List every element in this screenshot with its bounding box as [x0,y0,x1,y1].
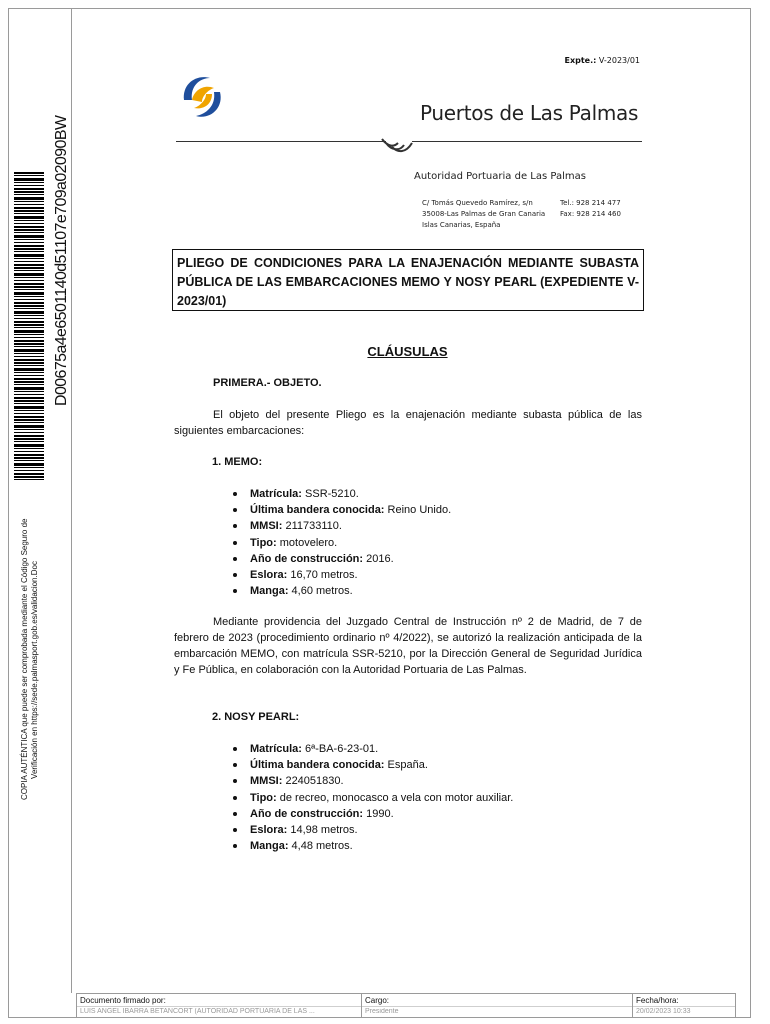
address-block [422,198,621,231]
detail-label: Manga: [250,840,289,853]
copy-line-2: Verificación en https://sede.palmasport.gob.es/validacion.Doc [30,561,39,779]
detail-value: 6ª-BA-6-23-01. [301,743,379,755]
detail-item [232,773,513,789]
detail-value: SSR-5210. [301,488,359,500]
detail-value: 14,98 metros. [287,824,358,837]
detail-item [232,822,513,838]
address-row: C/ Tomás Quevedo Ramírez, s/n Tel.: 928 214 477 [422,199,621,207]
vessel-1-title: 1. MEMO: [212,456,263,468]
detail-value: motovelero. [276,536,338,549]
header-rule-right [412,141,642,142]
detail-item [232,790,513,806]
copy-line-1: COPIA AUTÉNTICA que puede ser comprobada mediante el Código Seguro de [20,518,29,800]
detail-value: 1990. [363,807,394,820]
detail-value: 211733110. [282,520,342,533]
wave-emblem-icon [380,133,416,155]
detail-label: MMSI: [250,775,283,788]
address-row: Islas Canarias, España [422,221,501,229]
detail-value: 224051830. [282,775,344,788]
clause-title: PRIMERA.- OBJETO. [213,377,322,389]
detail-item [232,567,451,583]
datetime-cell: Fecha/hora: 20/02/2023 10:33 [633,994,735,1017]
detail-label: Eslora: [250,569,288,582]
port-logo-icon [178,70,226,122]
detail-item [232,518,451,534]
address-row: 35008-Las Palmas de Gran Canaria Fax: 928 214 460 [422,210,621,218]
vessel-2-title: 2. NOSY PEARL: [212,711,300,723]
detail-label: Última bandera conocida: [250,759,385,772]
providence-paragraph: Mediante providencia del Juzgado Central de Instrucción nº 2 de Madrid, de 7 de febrero de 2023 (procedimiento ordinario nº 4/2022), se autorizó la realización anticipada de la embarcación MEMO, con matrícula SSR-5210, por la Dirección General de Seguridad Jurídica y Fe Pública, en colaboración con la Autoridad Portuaria de Las Palmas. [174,616,642,676]
detail-value: España. [384,759,428,772]
vessel-2-details [232,741,513,854]
expte-label: Expte.: [564,56,597,65]
authentic-copy-notice [20,518,40,800]
detail-item [232,502,451,518]
detail-label: Eslora: [250,824,288,837]
clauses-heading: CLÁUSULAS [367,344,448,359]
detail-label: Año de construcción: [250,552,364,565]
intro-paragraph: El objeto del presente Pliego es la enajenación mediante subasta pública de las siguientes embarcaciones: [174,409,642,437]
expte-value: V-2023/01 [598,56,640,65]
org-name: Puertos de Las Palmas [420,101,639,125]
detail-item [232,551,451,567]
detail-label: Matrícula: [250,488,302,500]
detail-item [232,486,451,502]
signature-footer [76,993,736,1018]
document-title: PLIEGO DE CONDICIONES PARA LA ENAJENACIÓN MEDIANTE SUBASTA PÚBLICA DE LAS EMBARCACIONES MEMO Y NOSY PEARL (EXPEDIENTE V-2023/01) [172,249,644,311]
margin-line [71,8,72,993]
detail-value: 16,70 metros. [287,569,358,582]
signer-cell: Documento firmado por: LUIS ANGEL IBARRA BETANCORT (AUTORIDAD PORTUARIA DE LAS ... [77,994,362,1017]
detail-value: de recreo, monocasco a vela con motor auxiliar. [276,791,514,804]
detail-label: Matrícula: [250,743,302,755]
authority-name: Autoridad Portuaria de Las Palmas [414,171,586,182]
position-cell: Cargo: Presidente [362,994,633,1017]
expediente-ref [564,56,640,65]
detail-value: 4,48 metros. [288,840,353,853]
detail-item [232,741,513,757]
detail-item [232,583,451,599]
detail-label: Manga: [250,585,289,598]
detail-item [232,838,513,854]
detail-value: 4,60 metros. [288,585,353,598]
detail-item [232,757,513,773]
detail-value: Reino Unido. [384,504,452,517]
detail-item [232,535,451,551]
barcode [14,172,44,480]
detail-label: Tipo: [250,791,277,804]
detail-item [232,806,513,822]
vessel-1-details [232,486,451,599]
verification-code: D00675a4e6501140d51107e709a02090BW [53,115,70,406]
detail-label: Última bandera conocida: [250,504,385,517]
detail-label: Tipo: [250,536,277,549]
header-rule-left [176,141,386,142]
detail-label: Año de construcción: [250,807,364,820]
detail-label: MMSI: [250,520,283,533]
detail-value: 2016. [363,552,394,565]
